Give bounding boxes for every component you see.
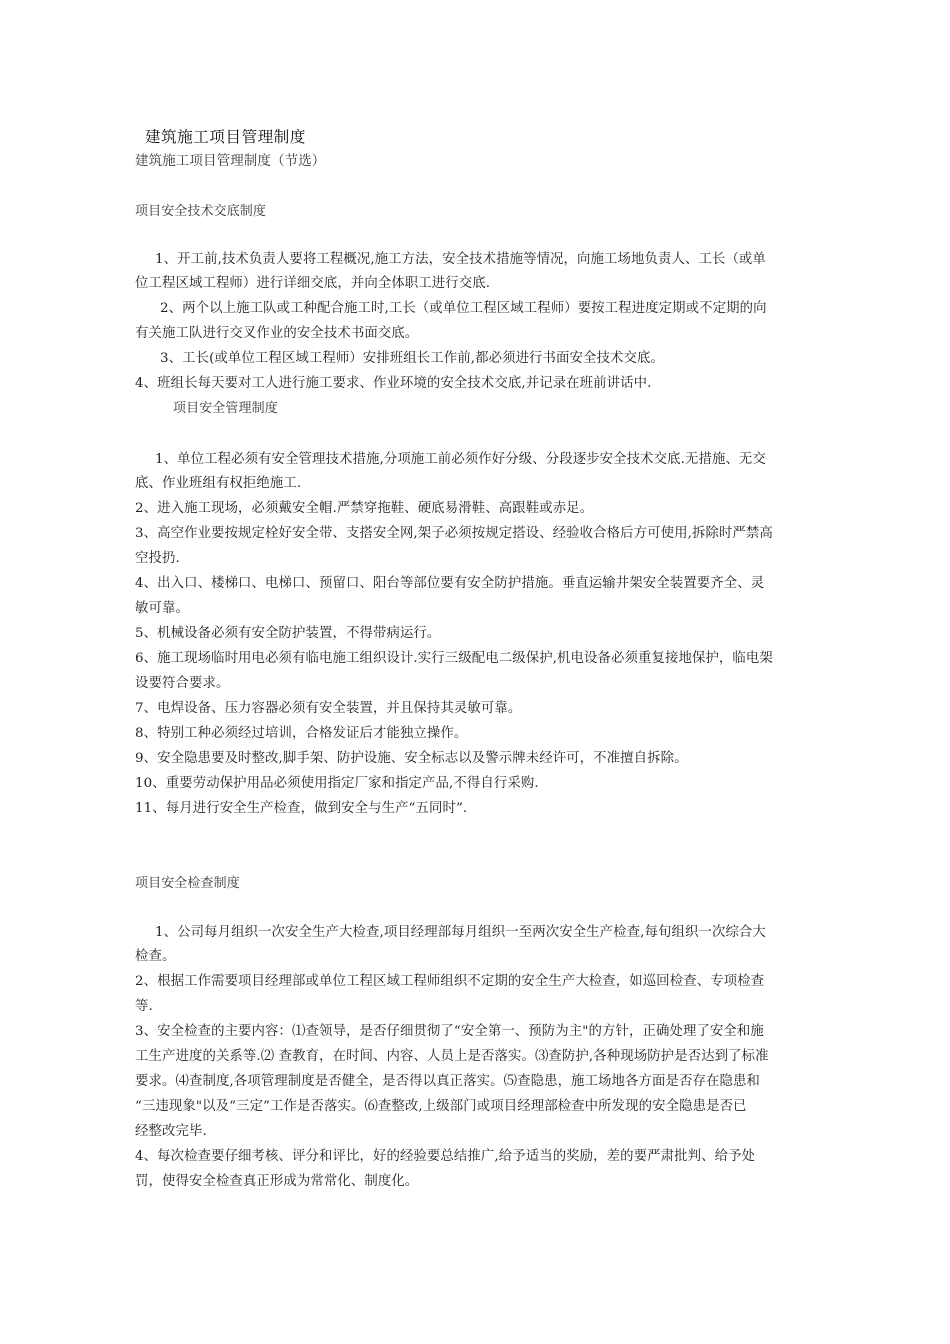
paragraph-line: 4、班组长每天要对工人进行施工要求、作业环境的安全技术交底,并记录在班前讲话中. xyxy=(135,376,652,391)
section-heading-safety-briefing: 项目安全技术交底制度 xyxy=(135,204,267,219)
paragraph-line: 9、安全隐患要及时整改,脚手架、防护设施、安全标志以及警示牌未经许可，不准擅自拆除。 xyxy=(135,751,688,766)
paragraph-line: 工生产进度的关系等.⑵ 查教育，在时间、内容、人员上是否落实。⑶查防护,各种现场防护是否达到了标准 xyxy=(135,1049,769,1064)
paragraph-line: 敏可靠。 xyxy=(135,601,189,616)
paragraph-line: 有关施工队进行交叉作业的安全技术书面交底。 xyxy=(135,326,419,341)
section-heading-safety-inspection: 项目安全检查制度 xyxy=(135,876,240,891)
paragraph-line: 8、特别工种必须经过培训，合格发证后才能独立操作。 xyxy=(135,726,468,741)
paragraph-line: 2、根据工作需要项目经理部或单位工程区域工程师组织不定期的安全生产大检查，如巡回检查、专项检查 xyxy=(135,974,765,989)
paragraph-line: 4、每次检查要仔细考核、评分和评比，好的经验要总结推广,给予适当的奖励，差的要严肃批判、给予处 xyxy=(135,1149,756,1164)
paragraph-line: 位工程区域工程师）进行详细交底，并向全体职工进行交底. xyxy=(135,276,491,291)
paragraph-line: 经整改完毕. xyxy=(135,1124,207,1139)
paragraph-line: 10、重要劳动保护用品必须使用指定厂家和指定产品,不得自行采购. xyxy=(135,776,539,791)
paragraph-line: 11、每月进行安全生产检查，做到安全与生产“五同时”. xyxy=(135,801,468,816)
paragraph-line: 2、两个以上施工队或工种配合施工时,工长（或单位工程区域工程师）要按工程进度定期或不定期的向 xyxy=(160,301,767,316)
paragraph-line: 2、进入施工现场，必须戴安全帽.严禁穿拖鞋、硬底易滑鞋、高跟鞋或赤足。 xyxy=(135,501,594,516)
paragraph-line: 3、工长(或单位工程区域工程师）安排班组长工作前,都必须进行书面安全技术交底。 xyxy=(160,351,664,366)
doc-subtitle: 建筑施工项目管理制度（节选） xyxy=(135,153,326,169)
paragraph-line: 1、公司每月组织一次安全生产大检查,项目经理部每月组织一至两次安全生产检查,每旬组织一次综合大 xyxy=(155,925,766,940)
paragraph-line: 等. xyxy=(135,999,153,1014)
paragraph-line: 空投扔. xyxy=(135,551,180,566)
paragraph-line: 罚，使得安全检查真正形成为常常化、制度化。 xyxy=(135,1174,419,1189)
paragraph-line: 1、开工前,技术负责人要将工程概况,施工方法，安全技术措施等情况，向施工场地负责人、工长（或单 xyxy=(155,252,766,267)
section-heading-safety-management: 项目安全管理制度 xyxy=(173,401,278,416)
doc-title: 建筑施工项目管理制度 xyxy=(145,128,307,146)
paragraph-line: 4、出入口、楼梯口、电梯口、预留口、阳台等部位要有安全防护措施。垂直运输井架安全装置要齐全、灵 xyxy=(135,576,765,591)
paragraph-line: 6、施工现场临时用电必须有临电施工组织设计.实行三级配电二级保护,机电设备必须重复接地保护，临电架 xyxy=(135,651,773,666)
paragraph-line: 7、电焊设备、压力容器必须有安全装置，并且保持其灵敏可靠。 xyxy=(135,701,522,716)
paragraph-line: 3、高空作业要按规定栓好安全带、支搭安全网,架子必须按规定搭设、经验收合格后方可使用,拆除时严禁高 xyxy=(135,526,773,541)
paragraph-line: 底、作业班组有权拒绝施工. xyxy=(135,476,302,491)
paragraph-line: 设要符合要求。 xyxy=(135,676,230,691)
paragraph-line: “三违现象"以及“三定”工作是否落实。⑹查整改,上级部门或项目经理部检查中所发现的安全隐患是否已 xyxy=(135,1099,747,1114)
paragraph-line: 要求。⑷查制度,各项管理制度是否健全，是否得以真正落实。⑸查隐患，施工场地各方面是否存在隐患和 xyxy=(135,1074,760,1089)
paragraph-line: 1、单位工程必须有安全管理技术措施,分项施工前必须作好分级、分段逐步安全技术交底.无措施、无交 xyxy=(155,452,766,467)
paragraph-line: 检查。 xyxy=(135,949,176,964)
paragraph-line: 5、机械设备必须有安全防护装置，不得带病运行。 xyxy=(135,626,441,641)
paragraph-line: 3、安全检查的主要内容：⑴查领导，是否仔细贯彻了“安全第一、预防为主"的方针，正确处理了安全和施 xyxy=(135,1024,764,1039)
